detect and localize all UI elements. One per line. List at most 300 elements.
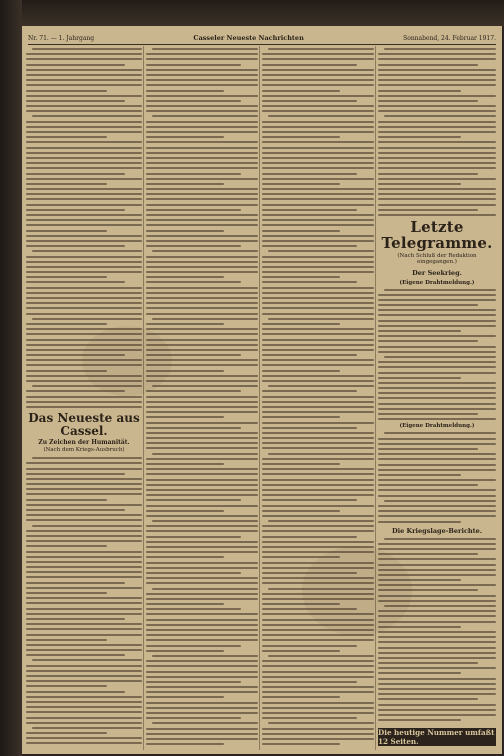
- text-line: [378, 600, 496, 602]
- text-line: [146, 147, 258, 149]
- article-subheadline: Zu Zeichen der Humanität.: [38, 439, 130, 447]
- text-line: [262, 162, 374, 164]
- text-line: [262, 437, 374, 439]
- text-line: [146, 530, 258, 532]
- text-line: [146, 629, 258, 631]
- text-line: [378, 636, 496, 638]
- text-line: [378, 178, 496, 180]
- text-line: [26, 193, 142, 195]
- text-line: [146, 572, 241, 574]
- text-line: [26, 240, 142, 242]
- section-heading: Der Seekrieg.: [412, 268, 462, 277]
- text-line: [262, 427, 357, 429]
- text-line: [146, 167, 258, 169]
- text-line: [262, 696, 340, 698]
- text-line: [262, 230, 340, 232]
- text-line: [262, 126, 374, 128]
- text-line: [146, 178, 258, 180]
- text-line: [146, 733, 258, 735]
- column-2: [146, 48, 258, 748]
- text-line: [146, 313, 258, 315]
- text-line: [26, 665, 142, 667]
- text-line: [262, 556, 340, 558]
- text-line: [26, 462, 142, 464]
- text-line: [146, 479, 258, 481]
- text-line: [262, 375, 374, 377]
- text-line: [268, 655, 374, 657]
- text-line: [26, 706, 142, 708]
- text-line: [378, 330, 461, 332]
- text-line: [378, 631, 496, 633]
- text-line: [146, 271, 258, 273]
- text-line: [378, 678, 496, 680]
- text-line: [146, 510, 224, 512]
- text-line: [146, 359, 258, 361]
- text-line: [32, 115, 142, 117]
- text-line: [26, 183, 107, 185]
- text-line: [26, 370, 107, 372]
- text-line: [26, 204, 142, 206]
- text-line: [26, 380, 142, 382]
- text-line: [146, 696, 224, 698]
- text-line: [378, 474, 461, 476]
- text-line: [146, 292, 258, 294]
- text-line: [262, 344, 374, 346]
- text-line: [146, 499, 241, 501]
- text-line: [262, 639, 374, 641]
- text-line: [262, 157, 374, 159]
- text-line: [378, 340, 478, 342]
- text-line: [262, 287, 374, 289]
- text-line: [384, 432, 496, 434]
- text-line: [146, 536, 241, 538]
- text-line: [378, 309, 496, 311]
- text-line: [378, 521, 461, 523]
- text-line: [26, 582, 125, 584]
- text-line: [262, 204, 374, 206]
- column-rule: [375, 46, 376, 750]
- column-3: [262, 48, 374, 748]
- text-line: [26, 281, 125, 283]
- text-line: [378, 569, 496, 571]
- text-line: [146, 556, 224, 558]
- text-line: [262, 188, 374, 190]
- text-line: [378, 704, 496, 706]
- text-line: [262, 105, 374, 107]
- text-line: [268, 588, 374, 590]
- text-line: [378, 105, 496, 107]
- text-line: [262, 79, 374, 81]
- text-line: [262, 364, 374, 366]
- text-line: [26, 649, 142, 651]
- text-line: [262, 354, 357, 356]
- text-line: [262, 603, 340, 605]
- text-line: [384, 115, 496, 117]
- text-line: [152, 520, 258, 522]
- text-line: [384, 500, 496, 502]
- text-line: [146, 634, 258, 636]
- text-line: [378, 464, 496, 466]
- text-line: [152, 655, 258, 657]
- text-line: [26, 701, 142, 703]
- text-line: [146, 261, 258, 263]
- text-line: [26, 198, 142, 200]
- text-line: [378, 479, 496, 481]
- text-line: [146, 364, 258, 366]
- text-line: [152, 318, 258, 320]
- text-line: [146, 188, 258, 190]
- text-line: [146, 157, 258, 159]
- text-line: [146, 307, 258, 309]
- text-line: [378, 126, 496, 128]
- telegram-headline: Letzte Telegramme.: [381, 218, 493, 252]
- text-line: [32, 525, 142, 527]
- text-line: [378, 58, 496, 60]
- text-line: [262, 634, 374, 636]
- text-line: [26, 53, 142, 55]
- text-line: [146, 53, 258, 55]
- text-line: [262, 90, 340, 92]
- text-line: [26, 488, 142, 490]
- text-line: [146, 743, 224, 745]
- text-line: [26, 504, 142, 506]
- text-line: [146, 515, 258, 517]
- text-line: [262, 370, 340, 372]
- text-line: [262, 525, 374, 527]
- text-line: [378, 84, 496, 86]
- text-line: [26, 79, 142, 81]
- text-line: [26, 628, 142, 630]
- text-line: [26, 344, 142, 346]
- text-line: [378, 438, 496, 440]
- text-line: [146, 660, 258, 662]
- text-line: [262, 235, 374, 237]
- text-line: [146, 141, 258, 143]
- text-line: [146, 84, 258, 86]
- text-line: [26, 90, 107, 92]
- text-line: [152, 722, 258, 724]
- text-line: [146, 489, 258, 491]
- text-line: [146, 390, 241, 392]
- text-line: [26, 737, 142, 739]
- text-line: [378, 193, 496, 195]
- text-line: [26, 722, 142, 724]
- text-line: [378, 69, 496, 71]
- text-line: [262, 209, 357, 211]
- text-line: [378, 335, 496, 337]
- text-line: [146, 193, 258, 195]
- text-line: [378, 157, 496, 159]
- text-line: [378, 198, 496, 200]
- column-rule: [259, 46, 260, 750]
- newspaper-page: [22, 26, 502, 754]
- text-line: [26, 483, 142, 485]
- text-line: [26, 670, 142, 672]
- text-line: [26, 328, 142, 330]
- text-line: [262, 645, 357, 647]
- text-line: [26, 100, 125, 102]
- text-line: [26, 680, 142, 682]
- text-line: [152, 250, 258, 252]
- text-line: [262, 702, 374, 704]
- text-line: [262, 240, 374, 242]
- text-line: [262, 738, 374, 740]
- text-line: [262, 562, 374, 564]
- text-line: [262, 515, 374, 517]
- text-line: [32, 48, 142, 50]
- text-line: [146, 136, 224, 138]
- text-line: [146, 676, 258, 678]
- text-line: [26, 297, 142, 299]
- text-line: [146, 468, 258, 470]
- text-line: [262, 468, 374, 470]
- text-line: [262, 313, 374, 315]
- text-line: [378, 719, 461, 721]
- text-line: [26, 152, 142, 154]
- text-line: [378, 688, 496, 690]
- text-line: [146, 344, 258, 346]
- text-line: [26, 313, 142, 315]
- text-line: [378, 361, 496, 363]
- issue-number: Nr. 71. — 1. Jahrgang: [28, 34, 95, 42]
- text-line: [378, 173, 478, 175]
- text-line: [26, 717, 142, 719]
- text-line: [26, 592, 107, 594]
- text-line: [146, 230, 224, 232]
- text-line: [146, 624, 258, 626]
- text-line: [26, 375, 142, 377]
- text-line: [262, 686, 374, 688]
- text-line: [26, 95, 142, 97]
- text-line: [146, 416, 224, 418]
- text-line: [26, 323, 107, 325]
- text-line: [26, 58, 142, 60]
- text-line: [262, 110, 374, 112]
- text-line: [146, 79, 258, 81]
- text-line: [378, 543, 496, 545]
- text-line: [146, 447, 258, 449]
- text-line: [146, 712, 258, 714]
- text-line: [378, 595, 496, 597]
- text-line: [262, 359, 374, 361]
- text-line: [152, 48, 258, 50]
- article-byline: (Nach dem Kriegs-Ausbruch): [43, 447, 125, 454]
- text-line: [378, 183, 461, 185]
- text-line: [378, 469, 496, 471]
- text-line: [152, 115, 258, 117]
- text-line: [146, 375, 258, 377]
- text-line: [146, 738, 258, 740]
- text-line: [146, 183, 224, 185]
- text-line: [146, 593, 258, 595]
- text-line: [26, 644, 142, 646]
- text-line: [262, 671, 374, 673]
- text-line: [32, 250, 142, 252]
- text-line: [378, 141, 496, 143]
- text-line: [146, 608, 241, 610]
- text-line: [262, 141, 374, 143]
- text-line: [262, 173, 357, 175]
- text-line: [262, 193, 374, 195]
- text-line: [146, 577, 258, 579]
- text-line: [378, 209, 478, 211]
- text-line: [262, 74, 374, 76]
- text-line: [378, 641, 496, 643]
- text-line: [262, 401, 374, 403]
- text-line: [146, 380, 258, 382]
- text-line: [378, 698, 478, 700]
- text-line: [262, 447, 374, 449]
- text-line: [378, 510, 496, 512]
- text-line: [26, 561, 142, 563]
- text-line: [26, 105, 142, 107]
- text-line: [262, 484, 374, 486]
- text-line: [262, 349, 374, 351]
- text-line: [378, 320, 496, 322]
- text-line: [26, 157, 142, 159]
- text-line: [146, 58, 258, 60]
- text-line: [26, 245, 125, 247]
- text-line: [378, 505, 496, 507]
- text-line: [378, 64, 478, 66]
- text-line: [146, 95, 258, 97]
- text-line: [262, 307, 374, 309]
- text-line: [26, 339, 142, 341]
- text-line: [262, 442, 374, 444]
- text-line: [26, 551, 142, 553]
- text-line: [146, 728, 258, 730]
- text-line: [262, 660, 374, 662]
- text-line: [378, 403, 496, 405]
- text-line: [26, 173, 125, 175]
- text-line: [146, 717, 241, 719]
- text-line: [262, 95, 374, 97]
- text-line: [26, 292, 142, 294]
- column-4: [378, 48, 496, 748]
- text-line: [152, 588, 258, 590]
- text-line: [146, 437, 258, 439]
- text-line: [146, 598, 258, 600]
- text-line: [268, 48, 374, 50]
- text-line: [378, 647, 496, 649]
- text-line: [262, 572, 357, 574]
- text-line: [262, 167, 374, 169]
- text-line: [378, 453, 496, 455]
- text-line: [152, 453, 258, 455]
- text-line: [262, 411, 374, 413]
- text-line: [146, 162, 258, 164]
- text-line: [262, 489, 374, 491]
- text-line: [146, 287, 258, 289]
- text-line: [262, 598, 374, 600]
- page-count-notice: Die heutige Nummer umfaßt 12 Seiten.: [378, 728, 495, 746]
- masthead-title: Casseler Neueste Nachrichten: [193, 34, 304, 42]
- text-line: [146, 204, 258, 206]
- text-line: [378, 448, 478, 450]
- text-line: [26, 556, 142, 558]
- text-line: [26, 131, 142, 133]
- text-line: [146, 100, 241, 102]
- text-line: [262, 266, 374, 268]
- text-line: [378, 610, 496, 612]
- text-line: [378, 397, 496, 399]
- text-line: [262, 58, 374, 60]
- text-line: [262, 712, 374, 714]
- text-line: [146, 235, 258, 237]
- text-line: [146, 401, 258, 403]
- text-line: [26, 302, 142, 304]
- text-line: [146, 396, 258, 398]
- text-line: [378, 662, 478, 664]
- text-line: [146, 370, 224, 372]
- text-line: [146, 219, 258, 221]
- text-line: [146, 90, 224, 92]
- text-line: [378, 558, 496, 560]
- text-line: [268, 722, 374, 724]
- text-line: [262, 131, 374, 133]
- text-line: [26, 608, 142, 610]
- text-line: [384, 538, 496, 540]
- text-line: [262, 691, 374, 693]
- text-line: [146, 328, 258, 330]
- text-line: [26, 214, 142, 216]
- text-line: [378, 325, 496, 327]
- text-line: [32, 457, 142, 459]
- text-line: [26, 74, 142, 76]
- text-line: [146, 613, 258, 615]
- source-note: (Eigene Drahtmeldung.): [399, 279, 475, 286]
- text-line: [262, 64, 357, 66]
- text-line: [378, 294, 496, 296]
- text-line: [262, 224, 374, 226]
- text-line: [378, 377, 461, 379]
- text-block: [262, 48, 374, 748]
- text-line: [378, 709, 496, 711]
- text-line: [378, 147, 496, 149]
- text-line: [378, 443, 496, 445]
- text-line: [262, 629, 374, 631]
- text-line: [146, 603, 224, 605]
- text-line: [32, 385, 142, 387]
- text-line: [378, 584, 496, 586]
- text-line: [262, 676, 374, 678]
- text-line: [262, 458, 374, 460]
- text-line: [26, 126, 142, 128]
- article-headline: Das Neueste aus Cassel.: [28, 410, 140, 438]
- text-line: [262, 276, 340, 278]
- text-line: [26, 354, 125, 356]
- text-line: [262, 271, 374, 273]
- text-line: [26, 530, 142, 532]
- text-line: [26, 333, 142, 335]
- text-line: [146, 494, 258, 496]
- text-line: [262, 494, 374, 496]
- text-line: [378, 387, 496, 389]
- text-line: [26, 576, 142, 578]
- text-line: [26, 136, 107, 138]
- text-line: [378, 626, 461, 628]
- source-note: (Eigene Drahtmeldung.): [399, 423, 475, 430]
- text-line: [146, 64, 241, 66]
- text-line: [146, 665, 258, 667]
- text-line: [262, 463, 340, 465]
- page-left-edge: [0, 0, 22, 756]
- text-line: [378, 167, 496, 169]
- text-line: [378, 121, 496, 123]
- text-line: [262, 292, 374, 294]
- text-line: [378, 657, 496, 659]
- text-line: [378, 495, 496, 497]
